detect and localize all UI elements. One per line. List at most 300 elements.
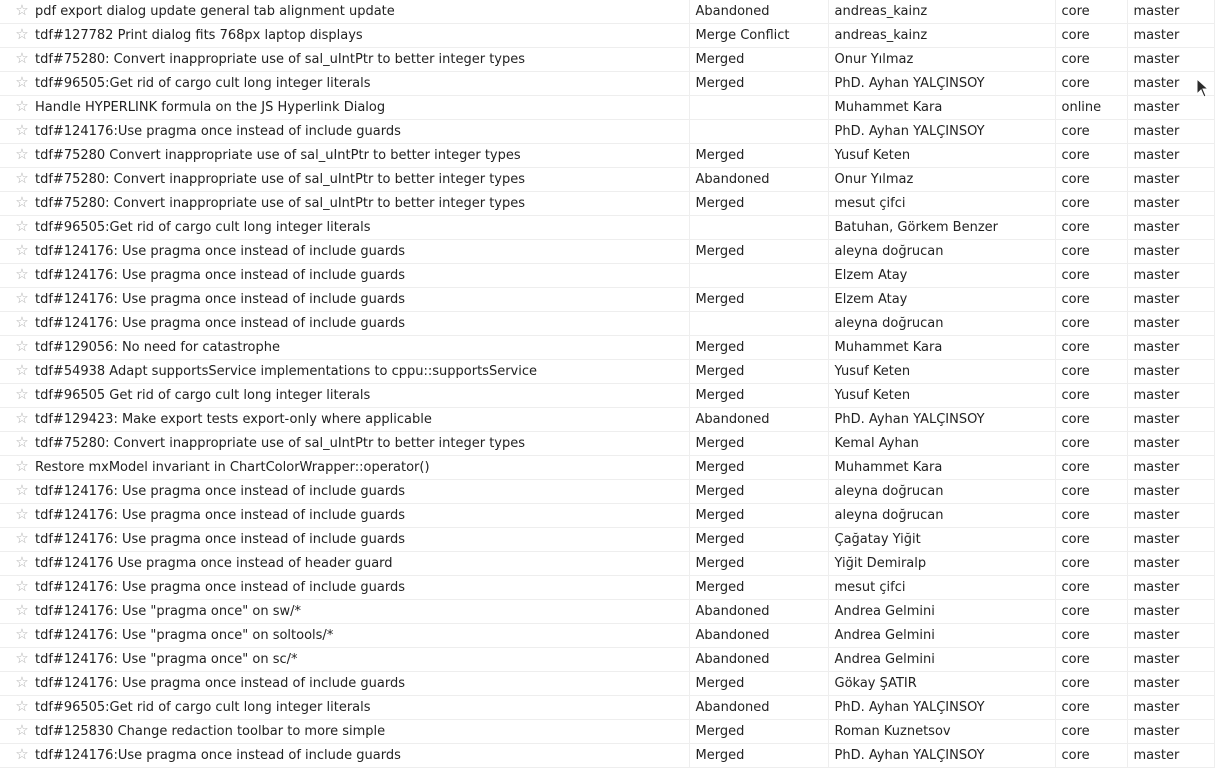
star-icon[interactable]: ☆ — [15, 1, 29, 19]
change-subject-cell — [32, 120, 689, 144]
change-project[interactable]: core — [1055, 504, 1127, 528]
change-branch[interactable]: master — [1127, 384, 1214, 408]
change-branch[interactable]: master — [1127, 696, 1214, 720]
change-owner-link[interactable]: Andrea Gelmini — [834, 627, 935, 643]
change-owner-cell — [828, 216, 1055, 240]
star-icon[interactable]: ☆ — [15, 433, 29, 451]
change-owner-cell — [828, 552, 1055, 576]
change-subject-cell — [32, 552, 689, 576]
star-icon[interactable]: ☆ — [15, 241, 29, 259]
star-icon[interactable]: ☆ — [15, 505, 29, 523]
change-row — [0, 72, 1214, 96]
change-branch[interactable]: master — [1127, 408, 1214, 432]
change-subject-link[interactable]: tdf#96505:Get rid of cargo cult long integer literals — [35, 699, 371, 715]
star-icon[interactable]: ☆ — [15, 313, 29, 331]
star-cell — [0, 744, 32, 768]
change-subject-cell — [32, 336, 689, 360]
change-status: Merged — [689, 240, 828, 264]
change-status: Abandoned — [689, 168, 828, 192]
change-subject-link[interactable]: tdf#129423: Make export tests export-only where applicable — [35, 411, 432, 427]
change-subject-link[interactable]: tdf#124176: Use "pragma once" on sw/* — [35, 603, 301, 619]
change-owner-cell — [828, 336, 1055, 360]
change-project[interactable]: core — [1055, 216, 1127, 240]
change-row — [0, 96, 1214, 120]
change-status: Merged — [689, 384, 828, 408]
change-subject-link[interactable]: tdf#124176: Use pragma once instead of include guards — [35, 243, 405, 259]
change-project[interactable]: core — [1055, 744, 1127, 768]
change-subject-link[interactable]: tdf#124176: Use pragma once instead of include guards — [35, 507, 405, 523]
change-project[interactable]: core — [1055, 480, 1127, 504]
change-project[interactable]: core — [1055, 264, 1127, 288]
change-subject-link[interactable]: tdf#125830 Change redaction toolbar to more simple — [35, 723, 386, 739]
change-row — [0, 408, 1214, 432]
change-owner-link[interactable]: Elzem Atay — [834, 267, 908, 283]
change-owner-cell — [828, 432, 1055, 456]
change-row — [0, 744, 1214, 768]
change-status: Abandoned — [689, 0, 828, 24]
star-icon[interactable]: ☆ — [15, 265, 29, 283]
star-icon[interactable]: ☆ — [15, 73, 29, 91]
change-branch[interactable]: master — [1127, 120, 1214, 144]
change-owner-cell — [828, 144, 1055, 168]
change-branch[interactable]: master — [1127, 576, 1214, 600]
change-status: Merged — [689, 48, 828, 72]
change-owner-cell — [828, 624, 1055, 648]
change-row — [0, 360, 1214, 384]
change-branch[interactable]: master — [1127, 672, 1214, 696]
change-owner-link[interactable]: Yiğit Demiralp — [834, 555, 927, 571]
star-cell — [0, 672, 32, 696]
change-branch[interactable]: master — [1127, 24, 1214, 48]
change-row — [0, 576, 1214, 600]
change-subject-link[interactable]: tdf#124176: Use pragma once instead of include guards — [35, 579, 405, 595]
star-icon[interactable]: ☆ — [15, 385, 29, 403]
change-row — [0, 504, 1214, 528]
change-project[interactable]: core — [1055, 432, 1127, 456]
change-owner-cell — [828, 720, 1055, 744]
star-icon[interactable]: ☆ — [15, 289, 29, 307]
change-owner-cell — [828, 0, 1055, 24]
change-branch[interactable]: master — [1127, 480, 1214, 504]
star-icon[interactable]: ☆ — [15, 337, 29, 355]
change-project[interactable]: core — [1055, 552, 1127, 576]
change-status: Merged — [689, 144, 828, 168]
change-row — [0, 240, 1214, 264]
change-subject-link[interactable]: tdf#54938 Adapt supportsService implementations to cppu::supportsService — [35, 363, 538, 379]
star-cell — [0, 48, 32, 72]
change-branch[interactable]: master — [1127, 48, 1214, 72]
change-project[interactable]: core — [1055, 288, 1127, 312]
change-project[interactable]: core — [1055, 648, 1127, 672]
change-branch[interactable]: master — [1127, 312, 1214, 336]
change-owner-link[interactable]: Andrea Gelmini — [834, 603, 935, 619]
change-branch[interactable]: master — [1127, 600, 1214, 624]
change-subject-link[interactable]: tdf#124176: Use "pragma once" on soltools/* — [35, 627, 334, 643]
star-cell — [0, 264, 32, 288]
change-project[interactable]: core — [1055, 456, 1127, 480]
star-icon[interactable]: ☆ — [15, 457, 29, 475]
change-owner-link[interactable]: aleyna doğrucan — [834, 243, 944, 259]
change-owner-link[interactable]: Andrea Gelmini — [834, 651, 935, 667]
star-cell — [0, 552, 32, 576]
change-row — [0, 144, 1214, 168]
change-branch[interactable]: master — [1127, 528, 1214, 552]
change-subject-cell — [32, 168, 689, 192]
change-subject-cell — [32, 0, 689, 24]
star-icon[interactable]: ☆ — [15, 649, 29, 667]
star-icon[interactable]: ☆ — [15, 601, 29, 619]
change-project[interactable]: core — [1055, 408, 1127, 432]
star-icon[interactable]: ☆ — [15, 193, 29, 211]
star-cell — [0, 24, 32, 48]
change-subject-link[interactable]: tdf#96505 Get rid of cargo cult long integer literals — [35, 387, 371, 403]
change-project[interactable]: online — [1055, 96, 1127, 120]
change-subject-link[interactable]: Handle HYPERLINK formula on the JS Hyperlink Dialog — [35, 99, 386, 115]
change-owner-link[interactable]: PhD. Ayhan YALÇINSOY — [834, 411, 985, 427]
change-owner-link[interactable]: Yusuf Keten — [834, 147, 911, 163]
change-subject-cell — [32, 744, 689, 768]
change-subject-link[interactable]: tdf#96505:Get rid of cargo cult long integer literals — [35, 75, 371, 91]
change-subject-link[interactable]: tdf#75280: Convert inappropriate use of sal_uIntPtr to better integer types — [35, 435, 526, 451]
star-cell — [0, 696, 32, 720]
change-row — [0, 120, 1214, 144]
change-branch[interactable]: master — [1127, 456, 1214, 480]
change-status: Merged — [689, 672, 828, 696]
star-icon[interactable]: ☆ — [15, 481, 29, 499]
change-project[interactable]: core — [1055, 120, 1127, 144]
change-subject-cell — [32, 408, 689, 432]
change-project[interactable]: core — [1055, 168, 1127, 192]
change-status: Merged — [689, 72, 828, 96]
change-owner-cell — [828, 192, 1055, 216]
star-cell — [0, 0, 32, 24]
change-row — [0, 456, 1214, 480]
change-subject-link[interactable]: Restore mxModel invariant in ChartColorWrapper::operator() — [35, 459, 430, 475]
star-cell — [0, 312, 32, 336]
change-branch[interactable]: master — [1127, 744, 1214, 768]
change-branch[interactable]: master — [1127, 240, 1214, 264]
change-branch[interactable]: master — [1127, 624, 1214, 648]
star-cell — [0, 288, 32, 312]
star-cell — [0, 648, 32, 672]
change-owner-link[interactable]: PhD. Ayhan YALÇINSOY — [834, 699, 985, 715]
change-project[interactable]: core — [1055, 600, 1127, 624]
star-cell — [0, 456, 32, 480]
star-cell — [0, 96, 32, 120]
change-owner-link[interactable]: aleyna doğrucan — [834, 315, 944, 331]
change-subject-cell — [32, 24, 689, 48]
star-cell — [0, 216, 32, 240]
change-subject-link[interactable]: tdf#124176 Use pragma once instead of header guard — [35, 555, 393, 571]
change-status: Abandoned — [689, 648, 828, 672]
change-status: Merged — [689, 552, 828, 576]
change-subject-link[interactable]: tdf#129056: No need for catastrophe — [35, 339, 280, 355]
change-branch[interactable]: master — [1127, 720, 1214, 744]
change-status — [689, 216, 828, 240]
star-icon[interactable]: ☆ — [15, 673, 29, 691]
change-owner-cell — [828, 648, 1055, 672]
change-subject-cell — [32, 72, 689, 96]
change-owner-cell — [828, 672, 1055, 696]
change-subject-link[interactable]: tdf#75280: Convert inappropriate use of sal_uIntPtr to better integer types — [35, 51, 526, 67]
change-branch[interactable]: master — [1127, 336, 1214, 360]
change-project[interactable]: core — [1055, 72, 1127, 96]
change-owner-cell — [828, 48, 1055, 72]
change-subject-cell — [32, 96, 689, 120]
star-cell — [0, 624, 32, 648]
star-icon[interactable]: ☆ — [15, 625, 29, 643]
change-subject-link[interactable]: tdf#124176: Use pragma once instead of include guards — [35, 291, 405, 307]
change-status: Merged — [689, 432, 828, 456]
star-cell — [0, 576, 32, 600]
change-row — [0, 216, 1214, 240]
change-status: Abandoned — [689, 696, 828, 720]
change-owner-cell — [828, 72, 1055, 96]
change-status — [689, 96, 828, 120]
change-project[interactable]: core — [1055, 144, 1127, 168]
change-owner-cell — [828, 96, 1055, 120]
change-status — [689, 120, 828, 144]
change-status: Merged — [689, 720, 828, 744]
change-subject-cell — [32, 432, 689, 456]
star-cell — [0, 528, 32, 552]
change-row — [0, 264, 1214, 288]
change-row — [0, 0, 1214, 24]
change-subject-cell — [32, 192, 689, 216]
change-owner-cell — [828, 24, 1055, 48]
change-row — [0, 720, 1214, 744]
change-owner-link[interactable]: Yusuf Keten — [834, 387, 911, 403]
change-status: Merged — [689, 528, 828, 552]
star-cell — [0, 192, 32, 216]
change-branch[interactable]: master — [1127, 360, 1214, 384]
change-status: Merged — [689, 504, 828, 528]
change-subject-cell — [32, 384, 689, 408]
change-row — [0, 528, 1214, 552]
change-subject-cell — [32, 456, 689, 480]
change-subject-cell — [32, 480, 689, 504]
change-owner-cell — [828, 168, 1055, 192]
star-cell — [0, 720, 32, 744]
change-status — [689, 264, 828, 288]
change-owner-link[interactable]: Elzem Atay — [834, 291, 908, 307]
change-subject-cell — [32, 720, 689, 744]
change-branch[interactable]: master — [1127, 648, 1214, 672]
change-row — [0, 192, 1214, 216]
change-project[interactable]: core — [1055, 240, 1127, 264]
star-cell — [0, 240, 32, 264]
change-owner-cell — [828, 384, 1055, 408]
change-owner-link[interactable]: mesut çifci — [834, 579, 906, 595]
change-owner-link[interactable]: PhD. Ayhan YALÇINSOY — [834, 75, 985, 91]
change-owner-cell — [828, 264, 1055, 288]
change-project[interactable]: core — [1055, 312, 1127, 336]
change-row — [0, 672, 1214, 696]
change-row — [0, 600, 1214, 624]
star-cell — [0, 408, 32, 432]
change-owner-link[interactable]: Roman Kuznetsov — [834, 723, 951, 739]
change-row — [0, 312, 1214, 336]
change-subject-cell — [32, 216, 689, 240]
change-subject-cell — [32, 360, 689, 384]
star-cell — [0, 432, 32, 456]
change-status: Abandoned — [689, 600, 828, 624]
star-icon[interactable]: ☆ — [15, 745, 29, 763]
change-branch[interactable]: master — [1127, 168, 1214, 192]
change-subject-link[interactable]: pdf export dialog update general tab alignment update — [35, 3, 395, 19]
change-branch[interactable]: master — [1127, 288, 1214, 312]
change-owner-cell — [828, 528, 1055, 552]
change-subject-cell — [32, 312, 689, 336]
change-subject-cell — [32, 672, 689, 696]
star-icon[interactable]: ☆ — [15, 25, 29, 43]
star-cell — [0, 480, 32, 504]
change-subject-cell — [32, 624, 689, 648]
change-subject-cell — [32, 504, 689, 528]
change-owner-link[interactable]: aleyna doğrucan — [834, 507, 944, 523]
change-project[interactable]: core — [1055, 576, 1127, 600]
star-icon[interactable]: ☆ — [15, 169, 29, 187]
change-row — [0, 168, 1214, 192]
change-subject-cell — [32, 144, 689, 168]
change-owner-link[interactable]: aleyna doğrucan — [834, 483, 944, 499]
change-row — [0, 24, 1214, 48]
change-status: Merged — [689, 360, 828, 384]
star-icon[interactable]: ☆ — [15, 97, 29, 115]
star-cell — [0, 120, 32, 144]
change-row — [0, 336, 1214, 360]
change-subject-cell — [32, 528, 689, 552]
change-branch[interactable]: master — [1127, 192, 1214, 216]
change-branch[interactable]: master — [1127, 216, 1214, 240]
change-owner-link[interactable]: Çağatay Yiğit — [834, 531, 921, 547]
change-project[interactable]: core — [1055, 624, 1127, 648]
change-owner-cell — [828, 456, 1055, 480]
change-owner-cell — [828, 504, 1055, 528]
star-icon[interactable]: ☆ — [15, 721, 29, 739]
change-subject-link[interactable]: tdf#124176: Use pragma once instead of include guards — [35, 315, 405, 331]
change-subject-link[interactable]: tdf#75280 Convert inappropriate use of sal_uIntPtr to better integer types — [35, 147, 521, 163]
change-subject-link[interactable]: tdf#75280: Convert inappropriate use of sal_uIntPtr to better integer types — [35, 195, 526, 211]
change-subject-link[interactable]: tdf#75280: Convert inappropriate use of sal_uIntPtr to better integer types — [35, 171, 526, 187]
change-project[interactable]: core — [1055, 384, 1127, 408]
change-project[interactable]: core — [1055, 24, 1127, 48]
change-owner-link[interactable]: PhD. Ayhan YALÇINSOY — [834, 123, 985, 139]
change-row — [0, 384, 1214, 408]
change-branch[interactable]: master — [1127, 0, 1214, 24]
change-owner-link[interactable]: Muhammet Kara — [834, 339, 943, 355]
change-owner-link[interactable]: Batuhan, Görkem Benzer — [834, 219, 998, 235]
change-branch[interactable]: master — [1127, 504, 1214, 528]
change-branch[interactable]: master — [1127, 144, 1214, 168]
change-subject-link[interactable]: tdf#124176: Use pragma once instead of include guards — [35, 483, 405, 499]
change-status: Merged — [689, 288, 828, 312]
change-status: Merge Conflict — [689, 24, 828, 48]
change-branch[interactable]: master — [1127, 96, 1214, 120]
star-icon[interactable]: ☆ — [15, 49, 29, 67]
change-status: Merged — [689, 456, 828, 480]
change-owner-cell — [828, 408, 1055, 432]
change-owner-cell — [828, 600, 1055, 624]
change-row — [0, 432, 1214, 456]
change-status: Merged — [689, 576, 828, 600]
change-branch[interactable]: master — [1127, 552, 1214, 576]
star-icon[interactable]: ☆ — [15, 697, 29, 715]
star-icon[interactable]: ☆ — [15, 409, 29, 427]
star-icon[interactable]: ☆ — [15, 145, 29, 163]
change-row — [0, 624, 1214, 648]
change-project[interactable]: core — [1055, 672, 1127, 696]
change-owner-link[interactable]: andreas_kainz — [834, 3, 928, 19]
change-owner-cell — [828, 696, 1055, 720]
change-branch[interactable]: master — [1127, 72, 1214, 96]
star-icon[interactable]: ☆ — [15, 577, 29, 595]
change-subject-cell — [32, 48, 689, 72]
change-project[interactable]: core — [1055, 192, 1127, 216]
star-cell — [0, 336, 32, 360]
change-subject-cell — [32, 696, 689, 720]
change-owner-link[interactable]: mesut çifci — [834, 195, 906, 211]
change-owner-link[interactable]: Onur Yılmaz — [834, 51, 914, 67]
star-icon[interactable]: ☆ — [15, 529, 29, 547]
change-project[interactable]: core — [1055, 0, 1127, 24]
change-subject-cell — [32, 648, 689, 672]
star-cell — [0, 600, 32, 624]
change-owner-cell — [828, 480, 1055, 504]
star-icon[interactable]: ☆ — [15, 553, 29, 571]
change-owner-link[interactable]: Gökay ŞATIR — [834, 675, 917, 691]
star-icon[interactable]: ☆ — [15, 121, 29, 139]
change-branch[interactable]: master — [1127, 264, 1214, 288]
change-status: Merged — [689, 192, 828, 216]
star-cell — [0, 384, 32, 408]
change-subject-link[interactable]: tdf#124176: Use "pragma once" on sc/* — [35, 651, 298, 667]
change-subject-link[interactable]: tdf#124176: Use pragma once instead of include guards — [35, 267, 405, 283]
change-owner-link[interactable]: Yusuf Keten — [834, 363, 911, 379]
change-project[interactable]: core — [1055, 528, 1127, 552]
change-project[interactable]: core — [1055, 48, 1127, 72]
change-owner-link[interactable]: Muhammet Kara — [834, 459, 943, 475]
change-subject-link[interactable]: tdf#96505:Get rid of cargo cult long integer literals — [35, 219, 371, 235]
change-subject-link[interactable]: tdf#124176: Use pragma once instead of include guards — [35, 675, 405, 691]
change-subject-cell — [32, 240, 689, 264]
change-owner-link[interactable]: andreas_kainz — [834, 27, 928, 43]
change-project[interactable]: core — [1055, 360, 1127, 384]
change-row — [0, 696, 1214, 720]
change-subject-link[interactable]: tdf#124176:Use pragma once instead of include guards — [35, 747, 401, 763]
change-subject-link[interactable]: tdf#124176:Use pragma once instead of include guards — [35, 123, 401, 139]
change-status: Abandoned — [689, 624, 828, 648]
star-icon[interactable]: ☆ — [15, 361, 29, 379]
change-project[interactable]: core — [1055, 720, 1127, 744]
change-project[interactable]: core — [1055, 696, 1127, 720]
change-owner-link[interactable]: Muhammet Kara — [834, 99, 943, 115]
change-branch[interactable]: master — [1127, 432, 1214, 456]
change-owner-cell — [828, 312, 1055, 336]
change-owner-link[interactable]: PhD. Ayhan YALÇINSOY — [834, 747, 985, 763]
change-subject-link[interactable]: tdf#127782 Print dialog fits 768px laptop displays — [35, 27, 363, 43]
change-owner-link[interactable]: Onur Yılmaz — [834, 171, 914, 187]
star-icon[interactable]: ☆ — [15, 217, 29, 235]
change-status: Abandoned — [689, 408, 828, 432]
change-status: Merged — [689, 336, 828, 360]
star-cell — [0, 360, 32, 384]
change-project[interactable]: core — [1055, 336, 1127, 360]
change-owner-link[interactable]: Kemal Ayhan — [834, 435, 919, 451]
change-owner-cell — [828, 288, 1055, 312]
change-status: Merged — [689, 744, 828, 768]
change-subject-link[interactable]: tdf#124176: Use pragma once instead of include guards — [35, 531, 405, 547]
